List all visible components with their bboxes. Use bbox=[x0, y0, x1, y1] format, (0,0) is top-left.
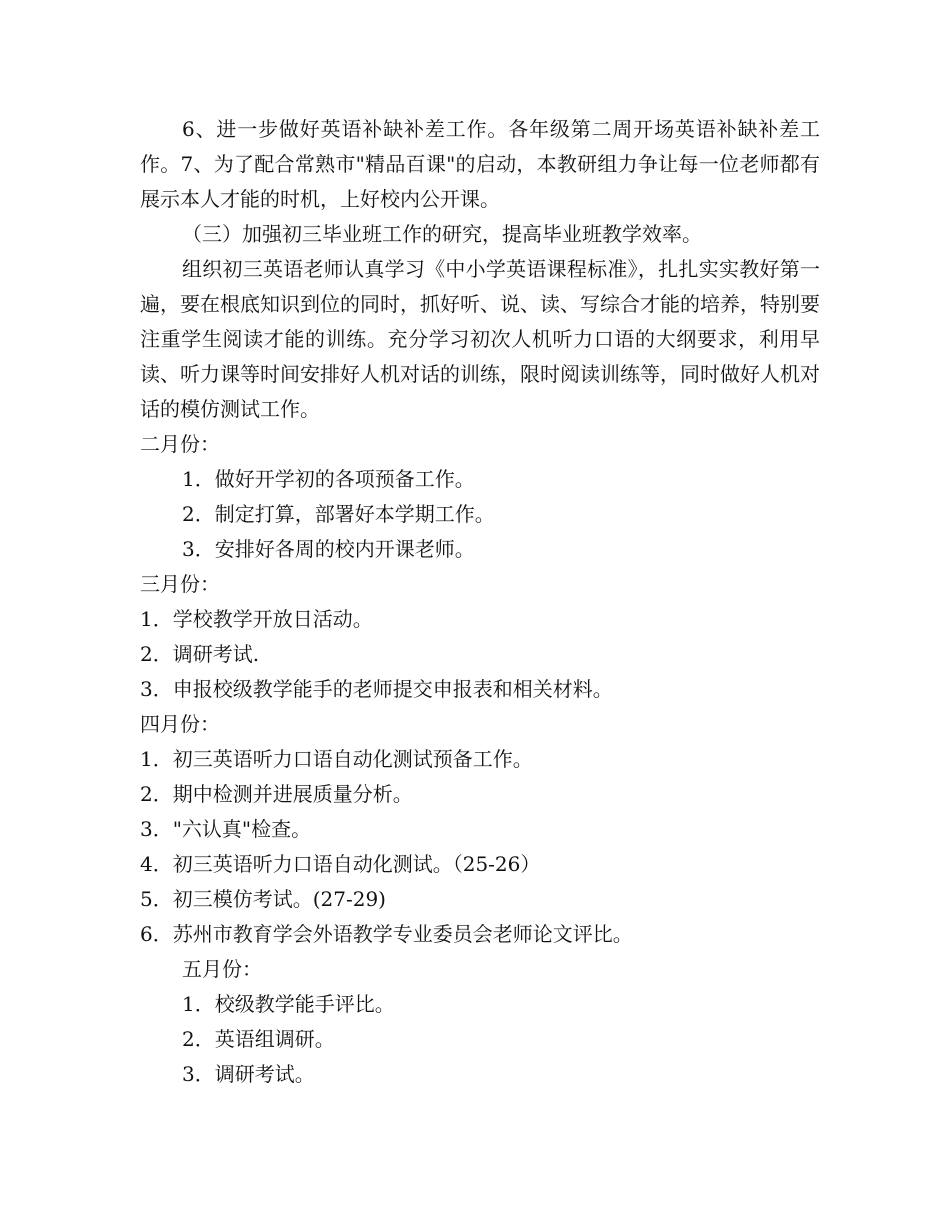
list-item: 2．制定打算，部署好本学期工作。 bbox=[182, 502, 495, 526]
list-item: 4．初三英语听力口语自动化测试。（25-26） bbox=[140, 852, 541, 876]
month-heading-may: 五月份： bbox=[182, 957, 262, 981]
list-item: 2．期中检测并进展质量分析。 bbox=[140, 782, 413, 806]
list-item: 6．苏州市教育学会外语教学专业委员会老师论文评比。 bbox=[140, 922, 633, 946]
list-item: 3．调研考试。 bbox=[182, 1062, 315, 1086]
month-heading-april: 四月份： bbox=[140, 712, 220, 736]
list-item: 2．调研考试. bbox=[140, 642, 260, 666]
month-heading-february: 二月份： bbox=[140, 432, 220, 456]
list-item: 3．"六认真"检查。 bbox=[140, 817, 312, 841]
month-heading-march: 三月份： bbox=[140, 572, 220, 596]
list-item: 3．申报校级教学能手的老师提交申报表和相关材料。 bbox=[140, 677, 613, 701]
document-body bbox=[140, 112, 820, 1092]
list-item: 2．英语组调研。 bbox=[182, 1027, 335, 1051]
list-item: 1．校级教学能手评比。 bbox=[182, 992, 395, 1016]
list-item: 1．初三英语听力口语自动化测试预备工作。 bbox=[140, 747, 533, 771]
paragraph-graduating-class-plan: 组织初三英语老师认真学习《中小学英语课程标准》，扎扎实实教好第一遍，要在根底知识到位的同时，抓好听、说、读、写综合才能的培养，特别要注重学生阅读才能的训练。充分学习初次人机听力口语的大纲要求，利用早读、听力课等时间安排好人机对话的训练，限时阅读训练等，同时做好人机对话的模仿测试工作。 bbox=[140, 257, 820, 421]
paragraph-remedial-and-open-class: 6、进一步做好英语补缺补差工作。各年级第二周开场英语补缺补差工作。7、为了配合常熟市"精品百课"的启动，本教研组力争让每一位老师都有展示本人才能的时机，上好校内公开课。 bbox=[140, 117, 820, 211]
section-heading-graduating-class: （三）加强初三毕业班工作的研究，提高毕业班教学效率。 bbox=[182, 222, 702, 246]
list-item: 1．学校教学开放日活动。 bbox=[140, 607, 373, 631]
list-item: 5．初三模仿考试。(27-29) bbox=[140, 887, 386, 911]
list-item: 1．做好开学初的各项预备工作。 bbox=[182, 467, 475, 491]
list-item: 3．安排好各周的校内开课老师。 bbox=[182, 537, 475, 561]
